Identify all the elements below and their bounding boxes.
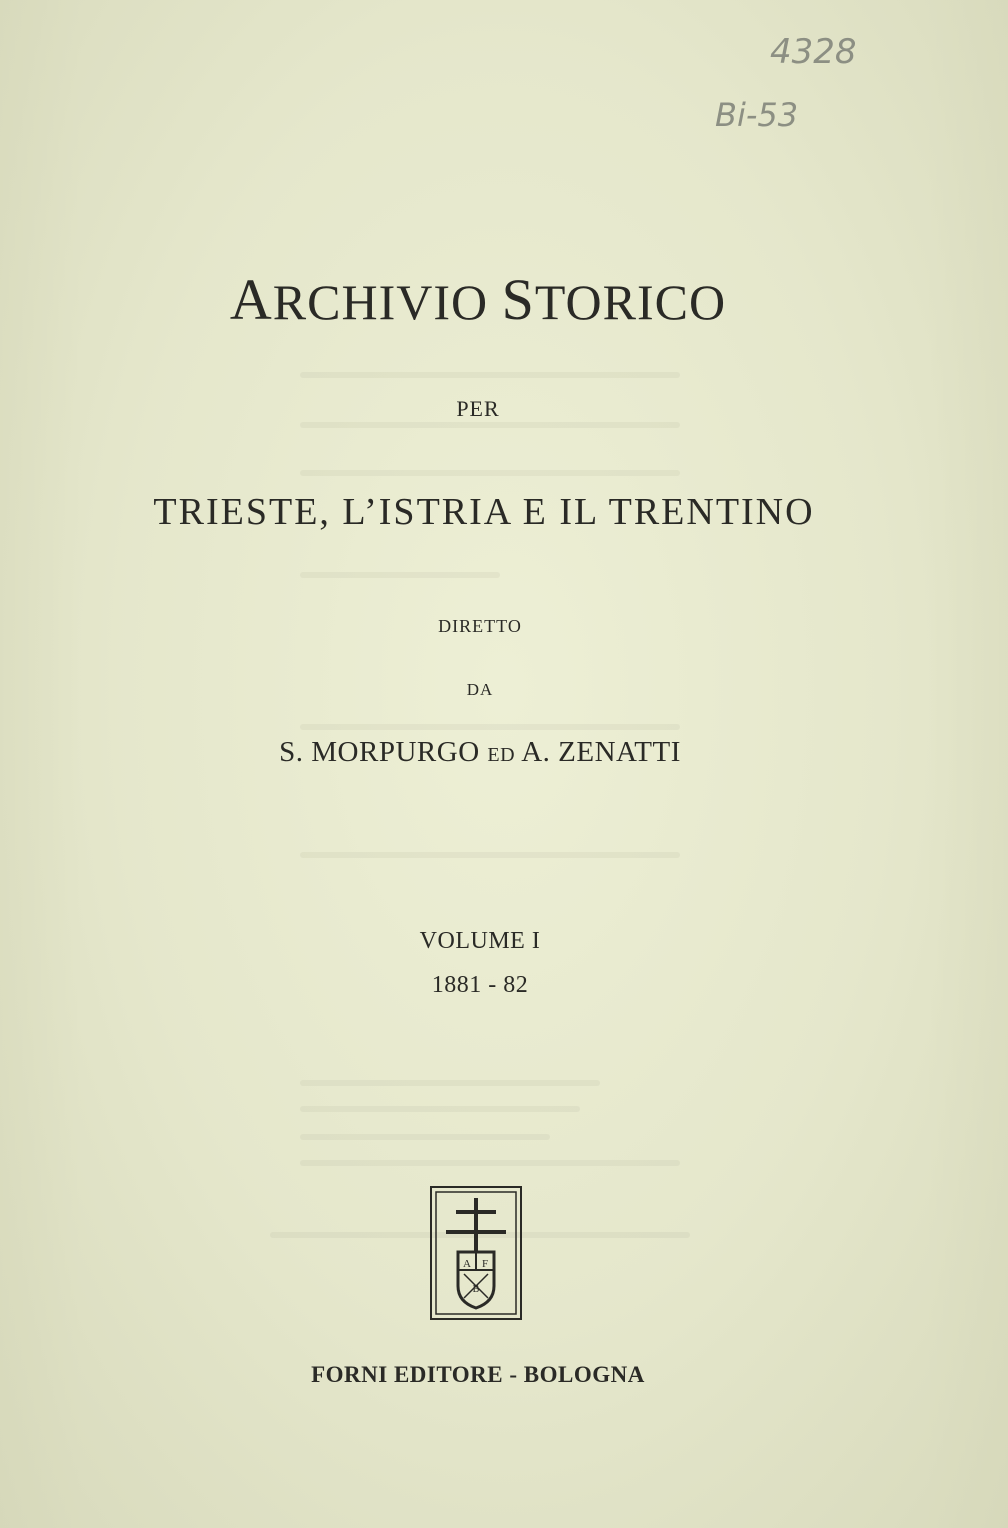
show-through-line [300, 852, 680, 858]
editors-conjunction: ED [487, 744, 516, 766]
logo-initial-right: F [481, 1258, 489, 1270]
show-through-line [300, 372, 680, 378]
title-initial-a: A [229, 267, 273, 332]
logo-initial-left: A [463, 1258, 471, 1270]
volume-number: VOLUME I [419, 928, 541, 954]
publisher-imprint: FORNI EDITORE - BOLOGNA [311, 1362, 645, 1387]
editor-second: A. ZENATTI [521, 736, 681, 768]
editors-line [0, 736, 984, 769]
da-text: DA [466, 680, 494, 699]
show-through-line [300, 422, 680, 428]
show-through-line [300, 724, 680, 730]
volume-years: 1881 - 82 [431, 972, 529, 998]
title-initial-s: S [501, 267, 535, 332]
handwritten-code: Bi-53 [715, 96, 799, 134]
show-through-line [300, 1080, 600, 1086]
show-through-line [300, 572, 500, 578]
handwritten-number: 4328 [770, 32, 857, 72]
diretto-text: DIRETTO [438, 616, 522, 636]
editor-first: S. MORPURGO [279, 736, 480, 768]
journal-title [0, 266, 982, 333]
per-text: PER [456, 396, 500, 421]
show-through-line [300, 1134, 550, 1140]
title-word2-rest: TORICO [534, 274, 727, 330]
show-through-line [300, 470, 680, 476]
publisher-logo [430, 1186, 522, 1320]
show-through-line [300, 1160, 680, 1166]
show-through-line [300, 1106, 580, 1112]
logo-initial-bottom: B [472, 1284, 480, 1295]
title-word1-rest: RCHIVIO [272, 274, 489, 330]
region-subtitle: TRIESTE, L’ISTRIA E IL TRENTINO [153, 491, 815, 533]
